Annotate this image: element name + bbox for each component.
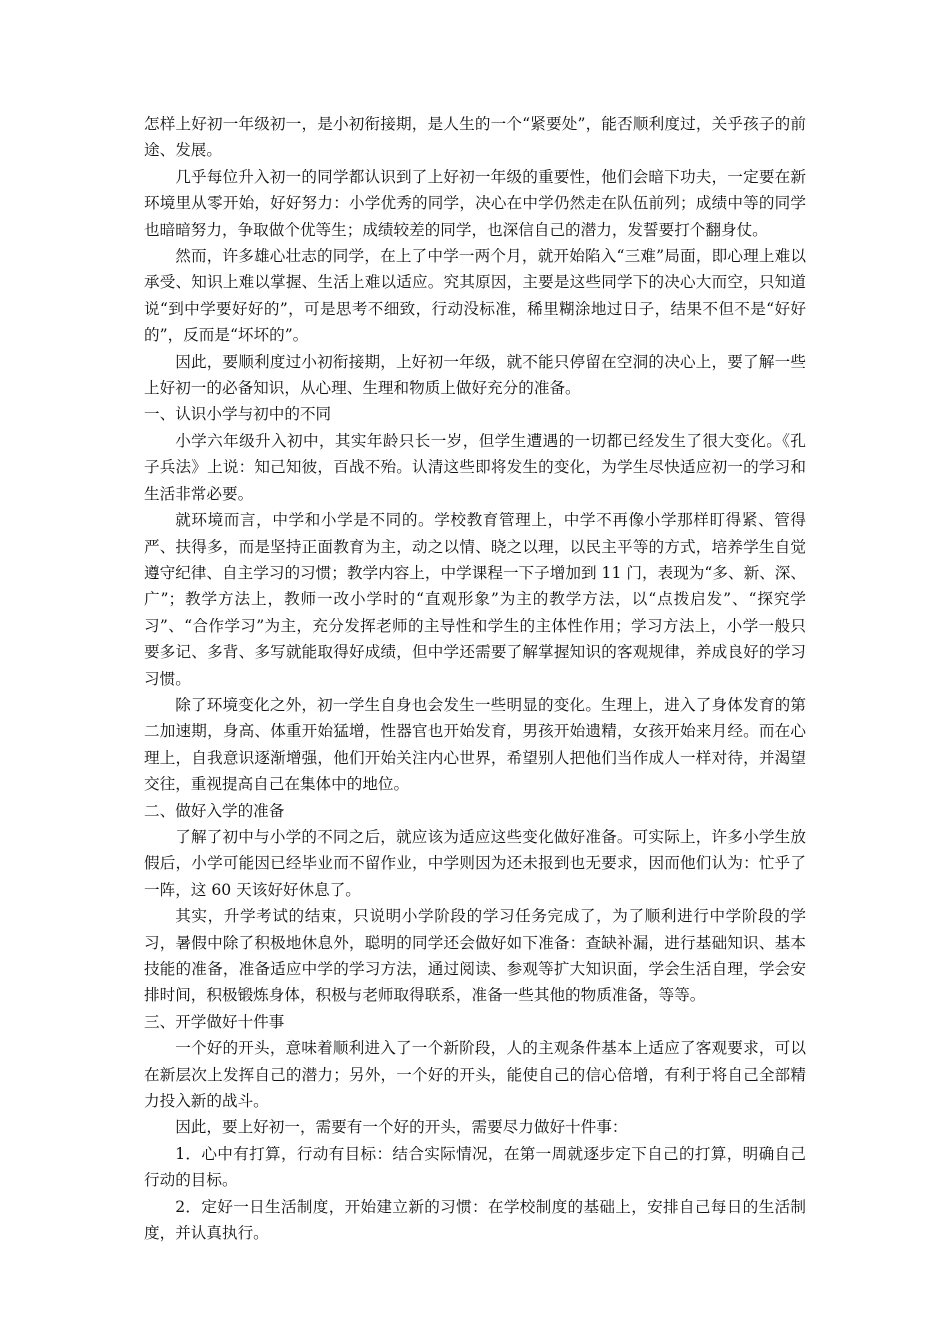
intro-paragraph: 怎样上好初一年级初一，是小初衔接期，是人生的一个“紧要处”，能否顺利度过，关乎孩子的前途、发展。 — [144, 115, 806, 160]
body-paragraph: 然而，许多雄心壮志的同学，在上了中学一两个月，就开始陷入“三难”局面，即心理上难以承受、知识上难以掌握、生活上难以适应。究其原因，主要是这些同学下的决心大而空，只知道说“到中学要好好的”，可是思考不细致，行动没标准，稀里糊涂地过日子，结果不但不是“好好的”，反而是“坏坏的”。 — [144, 247, 806, 345]
document-body — [144, 111, 806, 1246]
list-item: 2．定好一日生活制度，开始建立新的习惯：在学校制度的基础上，安排自己每日的生活制度，并认真执行。 — [144, 1197, 806, 1243]
body-paragraph: 因此，要顺利度过小初衔接期，上好初一年级，就不能只停留在空洞的决心上，要了解一些上好初一的必备知识，从心理、生理和物质上做好充分的准备。 — [144, 352, 806, 398]
body-paragraph: 就环境而言，中学和小学是不同的。学校教育管理上，中学不再像小学那样盯得紧、管得严、扶得多，而是坚持正面教育为主，动之以情、晓之以理，以民主平等的方式，培养学生自觉遵守纪律、自主学习的习惯；教学内容上，中学课程一下子增加到 11 门，表现为“多、新、深、广”；教学方法上，教师一改小学时的“直观形象”为主的教学方法，以“点拨启发”、“探究学习”、“合作学习”为主，充分发挥老师的主导性和学生的主体性作用；学习方法上，小学一般只要多记、多背、多写就能取得好成绩，但中学还需要了解掌握知识的客观规律，养成良好的学习习惯。 — [144, 511, 806, 688]
body-paragraph: 一个好的开头，意味着顺利进入了一个新阶段，人的主观条件基本上适应了客观要求，可以在新层次上发挥自己的潜力；另外，一个好的开头，能使自己的信心倍增，有利于将自己全部精力投入新的战斗。 — [144, 1039, 806, 1111]
body-paragraph: 其实，升学考试的结束，只说明小学阶段的学习任务完成了，为了顺利进行中学阶段的学习，暑假中除了积极地休息外，聪明的同学还会做好如下准备：查缺补漏，进行基础知识、基本技能的准备，准备适应中学的学习方法，通过阅读、参观等扩大知识面，学会生活自理，学会安排时间，积极锻炼身体，积极与老师取得联系，准备一些其他的物质准备，等等。 — [144, 907, 806, 1005]
section-heading-1: 一、认识小学与初中的不同 — [144, 405, 332, 424]
body-paragraph: 了解了初中与小学的不同之后，就应该为适应这些变化做好准备。可实际上，许多小学生放假后，小学可能因已经毕业而不留作业，中学则因为还未报到也无要求，因而他们认为：忙乎了一阵，这 60 天该好好休息了。 — [144, 827, 806, 899]
body-paragraph: 除了环境变化之外，初一学生自身也会发生一些明显的变化。生理上，进入了身体发育的第二加速期，身高、体重开始猛增，性器官也开始发育，男孩开始遗精，女孩开始来月经。而在心理上，自我意识逐渐增强，他们开始关注内心世界，希望别人把他们当作成人一样对待，并渴望交往，重视提高自己在集体中的地位。 — [144, 695, 806, 794]
section-heading-3: 三、开学做好十件事 — [144, 1012, 285, 1031]
list-item: 1．心中有打算，行动有目标：结合实际情况，在第一周就逐步定下自己的打算，明确自己行动的目标。 — [144, 1144, 806, 1190]
body-paragraph: 小学六年级升入初中，其实年龄只长一岁，但学生遭遇的一切都已经发生了很大变化。《孔子兵法》上说：知己知彼，百战不殆。认清这些即将发生的变化，为学生尽快适应初一的学习和生活非常必要。 — [144, 431, 806, 503]
section-heading-2: 二、做好入学的准备 — [144, 801, 285, 820]
body-paragraph: 几乎每位升入初一的同学都认识到了上好初一年级的重要性，他们会暗下功夫，一定要在新环境里从零开始，好好努力：小学优秀的同学，决心在中学仍然走在队伍前列；成绩中等的同学也暗暗努力，争取做个优等生；成绩较差的同学，也深信自己的潜力，发誓要打个翻身仗。 — [144, 167, 806, 239]
body-paragraph: 因此，要上好初一，需要有一个好的开头，需要尽力做好十件事： — [175, 1118, 628, 1137]
